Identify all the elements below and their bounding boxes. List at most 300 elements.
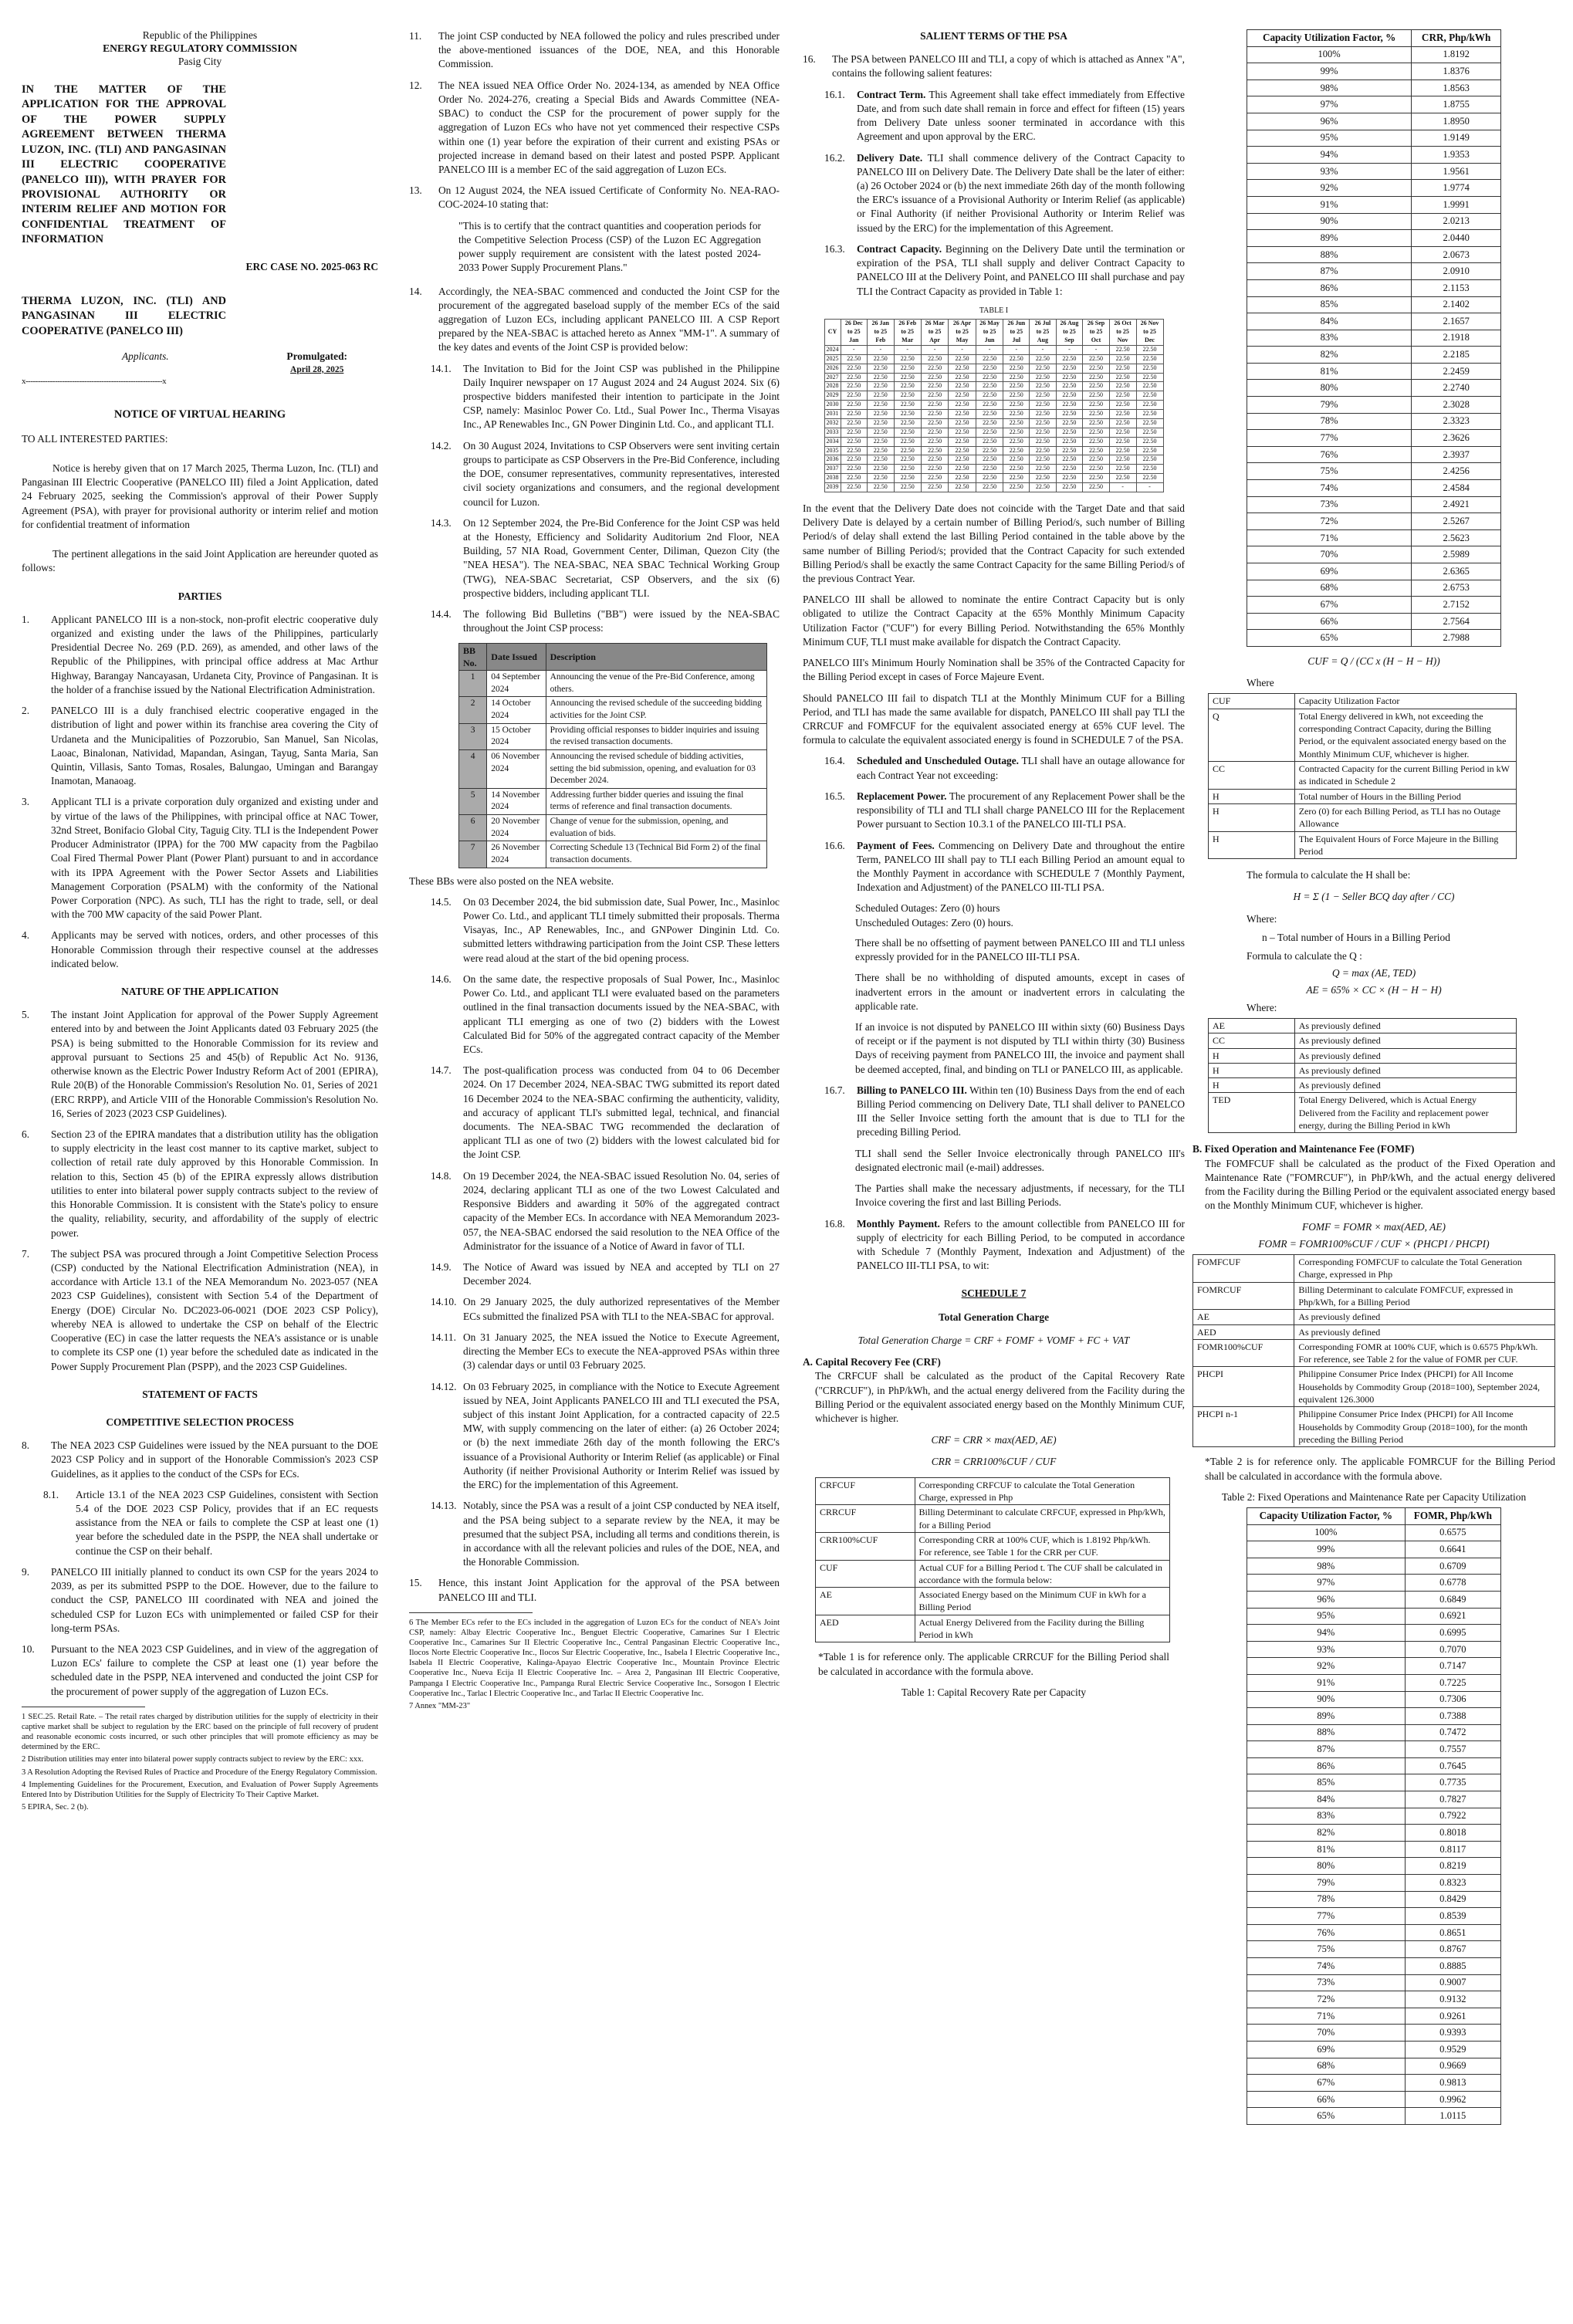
contract-capacity-table xyxy=(824,319,1164,492)
table1-cell: 22.50 xyxy=(868,401,895,410)
rate-cell: 2.1153 xyxy=(1412,279,1501,296)
rate-cell: 2.1657 xyxy=(1412,313,1501,330)
crf-definition-row xyxy=(816,1560,1170,1588)
crf-formula-2: CRR = CRR100%CUF / CUF xyxy=(931,1456,1057,1468)
item-text xyxy=(51,1439,378,1481)
cuf-cell: 69% xyxy=(1247,2041,1406,2058)
table1-cell: 22.50 xyxy=(1109,437,1136,446)
item-body: This Agreement shall take effect immediately from Effective Date, and from such date shall remain in force and effect for fifteen (15) years from Delivery Date unless sooner terminated in accordance with this Agreement and upon approval by the ERC. xyxy=(857,88,1186,143)
table1-cell: 22.50 xyxy=(841,474,868,483)
fomr-row xyxy=(1247,1825,1501,1842)
crr-row xyxy=(1247,313,1501,330)
table1-cell: 22.50 xyxy=(841,391,868,401)
rate-cell: 0.8767 xyxy=(1405,1941,1500,1958)
where-2: Where: xyxy=(1247,912,1277,925)
case-caption: IN THE MATTER OF THE APPLICATION FOR THE APPROVAL OF THE POWER SUPPLY AGREEMENT BETWEEN THERMA LUZON, INC. (TLI) AND PANGASINAN III ELECTRIC COOPERATIVE (PANELCO III)), WITH PRAYER FOR PROVISIONAL AUTHORITY OR INTERIM RELIEF AND MOTION FOR CONFIDENTIAL TREATMENT OF INFORMATION xyxy=(22,83,226,246)
cuf-cell: 84% xyxy=(1247,313,1412,330)
crr-row xyxy=(1247,130,1501,147)
item-text xyxy=(51,1008,378,1121)
cuf-formula: CUF = Q / (CC x (H − H − H)) xyxy=(1307,655,1440,667)
rate-cell: 1.8192 xyxy=(1412,46,1501,63)
item-body: Notably, since the PSA was a result of a joint CSP conducted by NEA itself, and the PSA being subject to a separate review by the NEA, it may be presumed that the subject PSA, including all terms and conditions therein, is in accordance with all the relevant policies and rules of the DOE, NEA, and the Honorable Commission. xyxy=(463,1500,780,1568)
table1-cell: 22.50 xyxy=(1003,354,1030,364)
para14-subs xyxy=(409,362,780,636)
table1-cell: - xyxy=(949,345,976,354)
cuf-cell: 66% xyxy=(1247,2091,1406,2108)
nature-list xyxy=(22,1008,378,1373)
definition-term: FOMFCUF xyxy=(1193,1254,1294,1282)
table1-cell: 22.50 xyxy=(949,446,976,455)
salient-sub-paragraph xyxy=(824,88,1185,144)
item-heading: Scheduled and Unscheduled Outage. xyxy=(857,755,1020,767)
rate-cell: 2.4256 xyxy=(1412,463,1501,480)
table1-cell: 22.50 xyxy=(868,354,895,364)
agency-name: ENERGY REGULATORY COMMISSION xyxy=(103,42,297,54)
section-facts: STATEMENT OF FACTS xyxy=(142,1388,258,1400)
contract-paragraph: PANELCO III shall be allowed to nominate the entire Contract Capacity but is only obligated to utilize the Contract Capacity at the 65% Monthly Minimum Capacity Utilization Factor ("CUF") for every Billing Period. Notwithstanding the 65% Monthly Minimum CUF, TLI must make available for dispatch the Contract Capacity. xyxy=(803,594,1185,648)
rate-cell: 1.9774 xyxy=(1412,180,1501,197)
table1-cell: 22.50 xyxy=(949,354,976,364)
table1-cell: 22.50 xyxy=(1083,455,1109,465)
fomf-text: The FOMFCUF shall be calculated as the product of the Fixed Operation and Maintenance Rate ("FOMRCUF"), in PhP/kWh, and the actual energy delivered from the Facility during the Billing Period or the equivalent associated energy based on the Monthly Minimum CUF, whichever is higher. xyxy=(1205,1157,1555,1212)
crr-row xyxy=(1247,480,1501,497)
fomr-row xyxy=(1247,1658,1501,1675)
table1-cell: 22.50 xyxy=(1056,364,1083,373)
sub-paragraph xyxy=(431,895,780,966)
rate-cell: 0.8117 xyxy=(1405,1841,1500,1858)
table1-cell: 22.50 xyxy=(1083,401,1109,410)
table1-year: 2031 xyxy=(824,410,841,419)
cuf-cell: 92% xyxy=(1247,180,1412,197)
item-number: 13. xyxy=(409,184,422,197)
rate-cell: 1.8755 xyxy=(1412,96,1501,113)
table1-year: 2033 xyxy=(824,428,841,437)
table1-row xyxy=(824,428,1163,437)
applicants-label: Applicants. xyxy=(122,350,169,363)
table1-cell: 22.50 xyxy=(1003,410,1030,419)
fomf-definition-row xyxy=(1193,1324,1555,1339)
rate-cell: 0.8018 xyxy=(1405,1825,1500,1842)
table1-row xyxy=(824,410,1163,419)
table1-cell: 22.50 xyxy=(1109,410,1136,419)
crr-row xyxy=(1247,397,1501,414)
cuf-cell: 71% xyxy=(1247,2008,1406,2025)
cuf-cell: 77% xyxy=(1247,1908,1406,1925)
fomr-row xyxy=(1247,1875,1501,1892)
table1-cell: 22.50 xyxy=(1136,437,1163,446)
table1-row xyxy=(824,483,1163,492)
table1-cell: 22.50 xyxy=(1083,391,1109,401)
table1-header: 26 May to 25 Jun xyxy=(976,320,1003,346)
table1-cell: - xyxy=(1109,483,1136,492)
fomf-definition-row xyxy=(1193,1282,1555,1310)
outage-lines xyxy=(855,902,1185,929)
rate-cell: 2.0213 xyxy=(1412,213,1501,230)
table1-cell: 22.50 xyxy=(841,382,868,391)
city-line: Pasig City xyxy=(178,55,222,67)
table1-header: 26 Apr to 25 May xyxy=(949,320,976,346)
cuf-cell: 81% xyxy=(1247,1841,1406,1858)
table1-cell: 22.50 xyxy=(949,465,976,474)
fomr-row xyxy=(1247,1924,1501,1941)
item-number: 8.1. xyxy=(43,1488,59,1500)
table1-cell: 22.50 xyxy=(1030,401,1056,410)
item-number: 11. xyxy=(409,30,422,42)
item-text xyxy=(857,88,1185,144)
cuf-cell: 70% xyxy=(1247,2025,1406,2042)
table1-cell: 22.50 xyxy=(1136,391,1163,401)
fomr-row xyxy=(1247,2058,1501,2075)
cuf-cell: 86% xyxy=(1247,279,1412,296)
table1-cell: 22.50 xyxy=(921,483,948,492)
item-number: 16.6. xyxy=(824,839,845,851)
table1-cell: - xyxy=(894,345,921,354)
definition-text: As previously defined xyxy=(1294,1078,1516,1093)
item-text xyxy=(51,1565,378,1636)
definition-term: CUF xyxy=(1209,694,1295,709)
item-text xyxy=(463,895,780,966)
cuf-cell: 93% xyxy=(1247,1641,1406,1658)
fomr-row xyxy=(1247,1708,1501,1725)
footnote-divider-2 xyxy=(409,1612,533,1613)
fomr-row xyxy=(1247,1774,1501,1791)
bb-row xyxy=(459,841,767,868)
rate-cell: 2.1918 xyxy=(1412,330,1501,347)
bb-cell: 15 October 2024 xyxy=(487,723,546,749)
fomr-row xyxy=(1247,1591,1501,1608)
bb-cell: 5 xyxy=(459,788,487,814)
table1-cell: - xyxy=(841,345,868,354)
item-number: 14.8. xyxy=(431,1169,452,1182)
cuf-cell: 67% xyxy=(1247,597,1412,614)
table1-year: 2030 xyxy=(824,401,841,410)
definition-text: Billing Determinant to calculate FOMFCUF, expressed in Php/kWh, for a Billing Period xyxy=(1294,1282,1555,1310)
table1-cell: 22.50 xyxy=(921,354,948,364)
fomr-row xyxy=(1247,1558,1501,1575)
table1-row xyxy=(824,373,1163,382)
definition-term: CC xyxy=(1209,761,1295,789)
cuf-cell: 79% xyxy=(1247,1875,1406,1892)
definition-term: Q xyxy=(1209,709,1295,761)
table1-cell: 22.50 xyxy=(921,465,948,474)
table1-cell: 22.50 xyxy=(921,364,948,373)
cuf-cell: 79% xyxy=(1247,397,1412,414)
table1-cell: 22.50 xyxy=(1030,446,1056,455)
section-csp: COMPETITIVE SELECTION PROCESS xyxy=(106,1416,294,1428)
definition-text: Total number of Hours in the Billing Period xyxy=(1294,789,1516,803)
item-text xyxy=(463,1331,780,1373)
table1-cell: 22.50 xyxy=(1109,345,1136,354)
cuf-cell: 87% xyxy=(1247,263,1412,280)
item-body: The following Bid Bulletins ("BB") were issued by the NEA-SBAC throughout the Joint CSP process: xyxy=(463,608,780,634)
parties-list xyxy=(22,613,378,971)
table1-cell: 22.50 xyxy=(1056,401,1083,410)
table1-year: 2027 xyxy=(824,373,841,382)
crf-definition-row xyxy=(816,1588,1170,1615)
bb-cell: Correcting Schedule 13 (Technical Bid Form 2) of the final transaction documents. xyxy=(546,841,766,868)
item-number: 14.3. xyxy=(431,516,452,529)
payment-paragraph: There shall be no withholding of disputed amounts, except in cases of inadvertent errors in the amount or inadvertent errors in calculating the applicable rate. xyxy=(855,972,1185,1012)
cuf-cell: 96% xyxy=(1247,1591,1406,1608)
cuf-cell: 93% xyxy=(1247,163,1412,180)
cuf-cell: 83% xyxy=(1247,1808,1406,1825)
item-number: 9. xyxy=(22,1565,30,1578)
bb-cell: 2 xyxy=(459,697,487,723)
table1-cell: 22.50 xyxy=(868,474,895,483)
rate-cell: 1.9991 xyxy=(1412,196,1501,213)
rate-cell: 2.1402 xyxy=(1412,296,1501,313)
table1-cell: 22.50 xyxy=(921,455,948,465)
table1-row xyxy=(824,401,1163,410)
crr-row xyxy=(1247,380,1501,397)
definition-text: Corresponding FOMFCUF to calculate the Total Generation Charge, expressed in Php xyxy=(1294,1254,1555,1282)
item-number: 4. xyxy=(22,929,30,942)
definition-text: Total Energy delivered in kWh, not exceeding the corresponding Contract Capacity, during the Billing Period, or the equivalent associated energy based on the Monthly Minimum CUF, whichever is higher. xyxy=(1294,709,1516,761)
table1-cell: 22.50 xyxy=(868,410,895,419)
item-text xyxy=(51,1128,378,1240)
cuf-cell: 85% xyxy=(1247,296,1412,313)
table1-row xyxy=(824,465,1163,474)
definition-text: Actual Energy Delivered from the Facility during the Billing Period in kWh xyxy=(915,1615,1169,1642)
rate-cell: 0.7827 xyxy=(1405,1791,1500,1808)
crr-row xyxy=(1247,196,1501,213)
definition-text: Actual CUF for a Billing Period t. The CUF shall be calculated in accordance with the formula below: xyxy=(915,1560,1169,1588)
column-2 xyxy=(409,29,780,1713)
table1-cell: 22.50 xyxy=(921,474,948,483)
qt-definition-row xyxy=(1209,1093,1517,1133)
crr-row xyxy=(1247,363,1501,380)
sub-paragraph xyxy=(431,973,780,1057)
table1-year: 2026 xyxy=(824,364,841,373)
item-heading: Contract Term. xyxy=(857,88,926,100)
table1-year: 2034 xyxy=(824,437,841,446)
rate-cell: 0.8323 xyxy=(1405,1875,1500,1892)
table1-cell: 22.50 xyxy=(1083,483,1109,492)
item-text xyxy=(438,79,780,178)
item-number: 14.4. xyxy=(431,608,452,621)
definition-text: As previously defined xyxy=(1294,1324,1555,1339)
table1-cell: 22.50 xyxy=(976,446,1003,455)
item-number: 16.4. xyxy=(824,755,845,767)
qt-definition-row xyxy=(1209,1078,1517,1093)
cuf-cell: 97% xyxy=(1247,96,1412,113)
table1-cell: 22.50 xyxy=(1083,410,1109,419)
rate-cell: 2.2459 xyxy=(1412,363,1501,380)
nature-paragraph xyxy=(22,1247,378,1374)
sub-paragraph xyxy=(431,1331,780,1373)
item-body: Pursuant to the NEA 2023 CSP Guidelines, and in view of the aggregation of Luzon ECs' failure to complete the CSP at least one (1) year before the scheduled date in the PSPP, NEA intervened and conducted the joint CSP for the procurement of power supply of the aggregation of Luzon ECs. xyxy=(51,1643,378,1697)
rate-cell: 0.9132 xyxy=(1405,1991,1500,2008)
sub-paragraph xyxy=(431,1169,780,1253)
section-parties: PARTIES xyxy=(178,590,222,602)
rate-cell: 1.8563 xyxy=(1412,79,1501,96)
table1-cell: 22.50 xyxy=(841,364,868,373)
table1-cell: 22.50 xyxy=(868,418,895,428)
table1-cell: 22.50 xyxy=(949,474,976,483)
cuf-cell: 83% xyxy=(1247,330,1412,347)
item-text xyxy=(463,1169,780,1253)
fact-paragraph xyxy=(409,29,780,72)
table1-cell: 22.50 xyxy=(976,391,1003,401)
cuf-cell: 65% xyxy=(1247,630,1412,647)
table1-cell: 22.50 xyxy=(1030,437,1056,446)
table1-row xyxy=(824,455,1163,465)
table1-cell: 22.50 xyxy=(1083,418,1109,428)
table1-cell: 22.50 xyxy=(976,418,1003,428)
contract-paragraph: PANELCO III's Minimum Hourly Nomination shall be 35% of the Contracted Capacity for the Billing Period except in cases of Force Majeure Event. xyxy=(803,657,1185,683)
table1-cell: 22.50 xyxy=(976,401,1003,410)
table1-cell: 22.50 xyxy=(949,364,976,373)
rate-cell: 2.5989 xyxy=(1412,546,1501,563)
definition-text: Philippine Consumer Price Index (PHCPI) for All Income Households by Commodity Group (2018=100), for the month preceding the Billing Period xyxy=(1294,1407,1555,1447)
rate-cell: 0.9393 xyxy=(1405,2025,1500,2042)
rate-cell: 0.8219 xyxy=(1405,1858,1500,1875)
definition-text: Billing Determinant to calculate CRFCUF, expressed in Php/kWh, for a Billing Period xyxy=(915,1505,1169,1533)
table1-cell: 22.50 xyxy=(1003,391,1030,401)
hfm-formula: H = Σ (1 − Seller BCQ day after / CC) xyxy=(1293,891,1455,903)
cuf-cell: 73% xyxy=(1247,496,1412,513)
table1-cell: - xyxy=(1083,345,1109,354)
item-body: On 03 February 2025, in compliance with the Notice to Execute Agreement issued by NEA, Joint Applicants PANELCO III and TLI executed the PSA, subject of this instant Joint Application, for a contracted capacity of 22.5 MW, with supply commencing on the later of either: (a) 26 October 2024; or (b) the next immediate 26th day of the month following the ERC's issuance of a Provisional Authority or Interim Relief (as applicable) or Final Authority (if neither Provisional Authority or Interim Relief was issued by the ERC) for the implementation of this Agreement. xyxy=(463,1380,780,1491)
contract-paragraph: In the event that the Delivery Date does not coincide with the Target Date and that said Delivery Date is delayed by a certain number of Billing Period/s, such number of Billing Period/s of delay shall extend the last Billing Period contained in the table above by the same number of Billing Period/s; provided that the Contract Capacity for such extended Billing Period/s shall be exactly the same Contract Capacity for the same Billing Period/s of the previous Contract Year. xyxy=(803,502,1185,585)
item-text xyxy=(857,242,1185,299)
crr-row xyxy=(1247,513,1501,530)
cuf-definition-row xyxy=(1209,831,1517,859)
qt-definitions xyxy=(1208,1018,1517,1134)
table1-cell: 22.50 xyxy=(1083,373,1109,382)
bb-row xyxy=(459,815,767,841)
rate-cell: 0.6709 xyxy=(1405,1558,1500,1575)
bb-cell: Providing official responses to bidder inquiries and issuing the revised transaction documents. xyxy=(546,723,766,749)
table1-cell: 22.50 xyxy=(1136,364,1163,373)
table1-cell: 22.50 xyxy=(1003,364,1030,373)
outage-line: Scheduled Outages: Zero (0) hours xyxy=(855,902,1000,915)
table1-row xyxy=(824,474,1163,483)
table1-cell: 22.50 xyxy=(1030,382,1056,391)
fomr-row xyxy=(1247,2025,1501,2042)
table1-cell: 22.50 xyxy=(1056,373,1083,382)
fomf-formula-1: FOMF = FOMR × max(AED, AE) xyxy=(1302,1220,1446,1233)
table1-cell: 22.50 xyxy=(1056,354,1083,364)
bb-header-desc: Description xyxy=(546,643,766,671)
tgc-formula: Total Generation Charge = CRF + FOMF + VOMF + FC + VAT xyxy=(858,1334,1130,1346)
csp-paragraph xyxy=(22,1565,378,1636)
rate-cell: 2.2740 xyxy=(1412,380,1501,397)
fomr-row xyxy=(1247,2091,1501,2108)
table1-cell: 22.50 xyxy=(868,465,895,474)
table1-cell: 22.50 xyxy=(868,391,895,401)
bb-cell: 3 xyxy=(459,723,487,749)
party-paragraph xyxy=(22,795,378,922)
item-number: 14.6. xyxy=(431,973,452,985)
table1-cell: 22.50 xyxy=(1083,354,1109,364)
rate-cell: 2.0673 xyxy=(1412,246,1501,263)
promulgated-date: April 28, 2025 xyxy=(290,364,344,374)
salient-sub-paragraph xyxy=(824,839,1185,895)
table1-cell: 22.50 xyxy=(976,428,1003,437)
footnote: 2 Distribution utilities may enter into bilateral power supply contracts subject to review by the ERC: xxx. xyxy=(22,1755,364,1764)
table1-cell: 22.50 xyxy=(1056,418,1083,428)
cuf-definition-row xyxy=(1209,803,1517,831)
table1-year: 2035 xyxy=(824,446,841,455)
fomr-row xyxy=(1247,1991,1501,2008)
item-body: Commencing on Delivery Date and throughout the entire Term, PANELCO III shall pay to TLI each Billing Period an amount equal to the Monthly Payment in accordance with SCHEDULE 7 (Monthly Payment, Indexation and Adjustment) of the PANELCO III-TLI PSA. xyxy=(857,839,1185,894)
table1-cell: 22.50 xyxy=(1136,428,1163,437)
item-body: Section 23 of the EPIRA mandates that a distribution utility has the obligation to supply electricity in the least cost manner to its captive market, subject to collection of retail rate duly approved by this Honorable Commission. In relation to this, Section 45 (b) of the EPIRA expressly allows distribution utilities to enter into bilateral power supply contracts subject to the review of this Honorable Commission. It is consistent with the State's policy to ensure the quality, reliability, security, and affordability of the supply of electric power. xyxy=(51,1128,378,1239)
fomr-header-cuf: Capacity Utilization Factor, % xyxy=(1247,1507,1406,1524)
table1-header: 26 Jun to 25 Jul xyxy=(1003,320,1030,346)
fomr-row xyxy=(1247,1608,1501,1625)
para14-subs-b xyxy=(409,895,780,1570)
item-text xyxy=(463,362,780,432)
outage-line: Unscheduled Outages: Zero (0) hours. xyxy=(855,916,1013,929)
rate-cell: 0.7922 xyxy=(1405,1808,1500,1825)
table1-cell: 22.50 xyxy=(1056,410,1083,419)
bb-header-no: BB No. xyxy=(459,643,487,671)
rate-cell: 2.3937 xyxy=(1412,446,1501,463)
fomf-formula-2: FOMR = FOMR100%CUF / CUF × (PHCPI / PHCPI) xyxy=(1258,1237,1490,1250)
cuf-cell: 76% xyxy=(1247,1924,1406,1941)
item-text xyxy=(463,1260,780,1288)
table1-cell: - xyxy=(1030,345,1056,354)
rate-cell: 0.9529 xyxy=(1405,2041,1500,2058)
table1-cell: 22.50 xyxy=(976,373,1003,382)
rate-cell: 0.6849 xyxy=(1405,1591,1500,1608)
table1-cell: 22.50 xyxy=(949,455,976,465)
crr-row xyxy=(1247,113,1501,130)
definition-text: Corresponding CRR at 100% CUF, which is 1.8192 Php/kWh. For reference, see Table 1 for the CRR per CUF. xyxy=(915,1532,1169,1560)
cuf-cell: 81% xyxy=(1247,363,1412,380)
cuf-cell: 65% xyxy=(1247,2108,1406,2125)
crr-row xyxy=(1247,147,1501,164)
fomr-row xyxy=(1247,2075,1501,2092)
cuf-cell: 89% xyxy=(1247,230,1412,247)
table1-cell: 22.50 xyxy=(949,410,976,419)
applicants-names: THERMA LUZON, INC. (TLI) AND PANGASINAN III ELECTRIC COOPERATIVE (PANELCO III) xyxy=(22,294,226,337)
bb-cell: 6 xyxy=(459,815,487,841)
bb-row xyxy=(459,697,767,723)
table1-cell: 22.50 xyxy=(1136,401,1163,410)
footnote: 3 A Resolution Adopting the Revised Rules of Practice and Procedure of the Energy Regulatory Commission. xyxy=(22,1768,377,1777)
definition-term: PHCPI xyxy=(1193,1367,1294,1407)
definition-term: AED xyxy=(816,1615,915,1642)
column-3 xyxy=(803,29,1185,1700)
item-text xyxy=(463,607,780,635)
item-body: The subject PSA was procured through a Joint Competitive Selection Process (CSP) conducted by the National Electrification Administration (NEA), in accordance with Article 13.1 of the NEA Memorandum No. 2023-057 (NEA 2023 CSP Guidelines), consistent with Section 5.4 of the Department of Energy (DOE) Circular No. DC2023-06-0021 (DOE 2023 CSP Policy), whereby NEA is allowed to undertake the CSP on behalf of the Electric Cooperative (EC) in case the latter requests the NEA's assistance or is unable to complete its CSP one (1) year before the scheduled date as indicated in the Power Supply Procurement Plan (PSPP), and the 2023 CSP Guidelines. xyxy=(51,1247,378,1372)
table1-cell: 22.50 xyxy=(1056,474,1083,483)
table1-cell: 22.50 xyxy=(894,455,921,465)
csp-paragraph xyxy=(22,1642,378,1699)
fomr-row xyxy=(1247,2041,1501,2058)
table1-cell: 22.50 xyxy=(894,382,921,391)
footnote: 7 Annex "MM-23" xyxy=(409,1701,471,1710)
table1-cell: 22.50 xyxy=(1109,474,1136,483)
bid-bulletin-table xyxy=(458,643,767,868)
cuf-cell: 72% xyxy=(1247,1991,1406,2008)
sub-paragraph xyxy=(431,1260,780,1288)
crr-header-crr: CRR, Php/kWh xyxy=(1412,30,1501,47)
definition-text: As previously defined xyxy=(1294,1018,1516,1033)
cuf-cell: 82% xyxy=(1247,347,1412,364)
cuf-cell: 88% xyxy=(1247,1724,1406,1741)
cuf-cell: 68% xyxy=(1247,2058,1406,2075)
item-number: 14.10. xyxy=(431,1296,457,1308)
item-body: TLI shall commence delivery of the Contract Capacity to PANELCO III on Delivery Date. The Delivery Date shall be the later of either: (a) 26 October 2024 or (b) the next immediate 26th day of the month following the ERC's issuance of a Provisional Authority or Interim Relief (as applicable) or Final Authority (if neither Provisional Authority or Interim Relief was issued by the ERC) for the implementation of this Agreement. xyxy=(857,151,1186,234)
item-body: The NEA 2023 CSP Guidelines were issued by the NEA pursuant to the DOE 2023 CSP Policy and in support of the Honorable Commission's 2023 CSP Guidelines, as it applies to the conduct of the CSPs for ECs. xyxy=(51,1439,378,1480)
cuf-definition-row xyxy=(1209,709,1517,761)
definition-term: CRR100%CUF xyxy=(816,1532,915,1560)
column-1 xyxy=(22,29,378,1815)
